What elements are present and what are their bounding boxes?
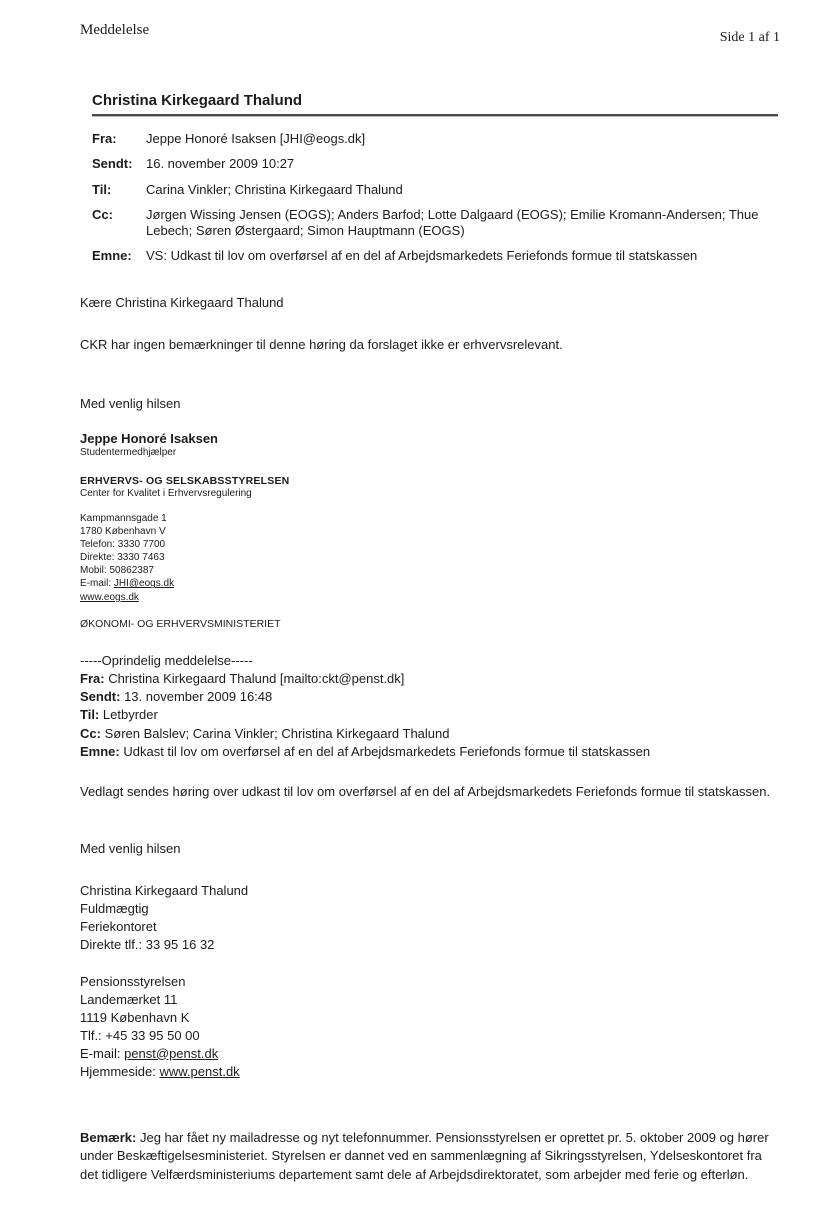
orig-website-link[interactable]: www.penst.dk (159, 1063, 240, 1079)
greeting-line: Kære Christina Kirkegaard Thalund (80, 294, 284, 310)
sender-city: 1780 København V (80, 525, 166, 537)
field-cc-value: Jørgen Wissing Jensen (EOGS); Anders Barfod; Lotte Dalgaard (EOGS); Emilie Kromann-Andersen; Thue Lebech; Søren Østergaard; Simon Hauptmann (EOGS) (146, 206, 759, 238)
fwd-from-line (80, 670, 780, 688)
fwd-from-label: Fra: (80, 671, 105, 686)
sender-organization: ERHVERVS- OG SELSKABSSTYRELSEN (80, 474, 290, 487)
fwd-cc-value: Søren Balslev; Carina Vinkler; Christina Kirkegaard Thalund (104, 725, 450, 741)
sender-direct-phone: Direkte: 3330 7463 (80, 552, 165, 564)
field-to-label: Til: (92, 181, 112, 197)
original-message-separator: -----Oprindelig meddelelse----- (80, 652, 253, 668)
original-sender-org-block (80, 973, 780, 1081)
orig-email-line (80, 1045, 780, 1063)
orig-org-name: Pensionsstyrelsen (80, 973, 186, 989)
fwd-subject-line (80, 743, 780, 761)
fwd-cc-line (80, 725, 780, 743)
fwd-to-line (80, 706, 780, 724)
notice-text: Jeg har fået ny mailadresse og nyt telefonnummer. Pensionsstyrelsen er oprettet pr. 5. oktober 2009 og hører under Beskæftigelsesministeriet. Styrelsen er dannet ved en sammenlægning af Sikringsstyrelsen, Ydelseskontoret fra det tidligere Velfærdsministeriums departement samt dele af Arbejdsdirektoratet, som arbejder med ferie og efterløn. (80, 1129, 769, 1183)
sender-email-link[interactable]: JHI@eogs.dk (113, 578, 175, 590)
sender-phone: Telefon: 3330 7700 (80, 538, 166, 550)
fwd-to-label: Til: (80, 707, 100, 723)
mailbox-owner-title: Christina Kirkegaard Thalund (92, 92, 303, 109)
closing-line: Med venlig hilsen (80, 395, 181, 411)
email-header-fields (92, 131, 780, 265)
forwarded-body-paragraph: Vedlagt sendes høring over udkast til lov om overførsel af en del af Arbejdsmarkedets Feriefonds formue til statskassen. (80, 783, 771, 799)
field-to-value: Carina Vinkler; Christina Kirkegaard Thalund (146, 181, 403, 197)
orig-sender-job-title: Fuldmægtig (80, 901, 149, 917)
sender-mobile: Mobil: 50862387 (80, 565, 154, 577)
field-sent-value: 16. november 2009 10:27 (146, 156, 295, 172)
sender-website-line (80, 591, 780, 604)
sender-street: Kampmannsgade 1 (80, 512, 167, 524)
header-divider (92, 114, 778, 117)
sender-website-link[interactable]: www.eogs.dk (80, 591, 139, 603)
field-sent-label: Sendt: (92, 156, 133, 172)
fwd-subject-value: Udkast til lov om overførsel af en del af Arbejdsmarkedets Feriefonds formue til statskassen (123, 743, 651, 759)
orig-email-label: E-mail: (80, 1045, 121, 1061)
page-number-indicator: Side 1 af 1 (719, 30, 780, 45)
original-sender-signature (80, 882, 780, 954)
field-cc-label: Cc: (92, 206, 113, 222)
orig-sender-name: Christina Kirkegaard Thalund (80, 883, 249, 899)
orig-website-line (80, 1063, 780, 1081)
orig-sender-direct-phone: Direkte tlf.: 33 95 16 32 (80, 936, 215, 952)
notice-label: Bemærk: (80, 1129, 137, 1145)
sender-job-title: Studentermedhjælper (80, 446, 177, 458)
ministry-line: ØKONOMI- OG ERHVERVSMINISTERIET (80, 617, 281, 630)
fwd-sent-label: Sendt: (80, 689, 121, 705)
field-subject-label: Emne: (92, 248, 132, 264)
orig-org-street: Landemærket 11 (80, 991, 178, 1007)
forwarded-message-header (80, 652, 780, 761)
orig-email-link[interactable]: penst@penst.dk (124, 1045, 219, 1061)
notice-paragraph (80, 1129, 780, 1186)
fwd-to-value: Letbyrder (102, 707, 158, 723)
sender-email-label: E-mail: (80, 578, 112, 590)
print-header (80, 22, 780, 46)
fwd-subject-label: Emne: (80, 743, 120, 759)
field-from-label: Fra: (92, 131, 117, 146)
sender-signature (80, 431, 780, 630)
orig-website-label: Hjemmeside: (80, 1063, 156, 1079)
fwd-cc-label: Cc: (80, 725, 101, 741)
document-type-label: Meddelelse (80, 22, 150, 38)
sender-department: Center for Kvalitet i Erhvervsregulering (80, 487, 252, 499)
field-from-value: Jeppe Honoré Isaksen [JHI@eogs.dk] (146, 131, 366, 146)
fwd-sent-value: 13. november 2009 16:48 (124, 689, 273, 705)
sender-email-line (80, 577, 780, 590)
body-paragraph: CKR har ingen bemærkninger til denne høring da forslaget ikke er erhvervsrelevant. (80, 336, 563, 352)
orig-sender-office: Feriekontoret (80, 919, 157, 934)
email-header (92, 92, 780, 265)
orig-org-phone: Tlf.: +45 33 95 50 00 (80, 1027, 200, 1043)
orig-org-city: 1119 København K (80, 1009, 190, 1025)
fwd-from-value: Christina Kirkegaard Thalund [mailto:ckt@penst.dk] (108, 671, 405, 686)
sender-name: Jeppe Honoré Isaksen (80, 430, 218, 446)
field-subject-value: VS: Udkast til lov om overførsel af en del af Arbejdsmarkedets Feriefonds formue til statskassen (146, 248, 698, 264)
forwarded-closing-line: Med venlig hilsen (80, 841, 181, 857)
sender-address-block (80, 512, 780, 604)
fwd-sent-line (80, 688, 780, 706)
